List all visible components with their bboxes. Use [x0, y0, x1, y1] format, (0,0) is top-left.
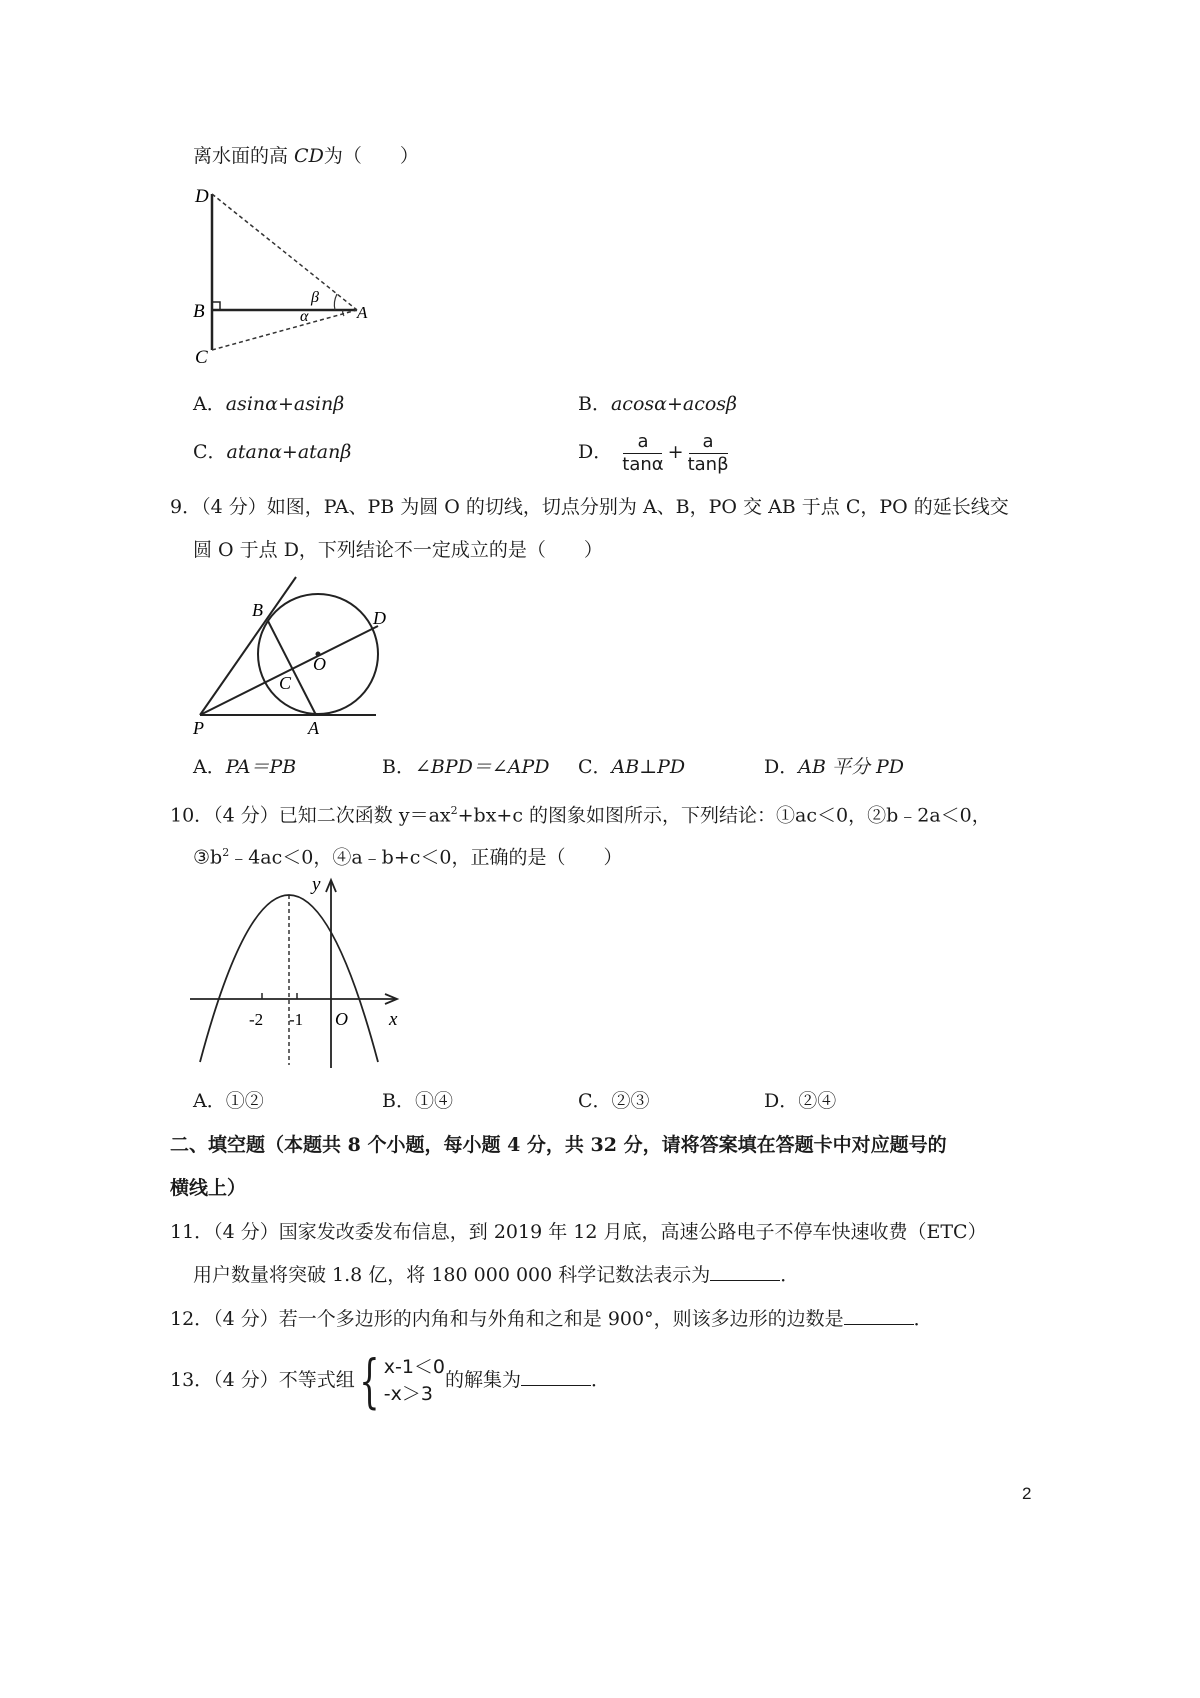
q8-option-d-num2: a: [689, 431, 728, 454]
q10-stem-line2: [193, 840, 623, 870]
q8-option-c-text: atanα+atanβ: [226, 441, 352, 463]
q9-figure: [190, 572, 390, 742]
q13-stem: [170, 1345, 610, 1415]
q8-da-dashed: [212, 194, 357, 310]
q8-option-d-den1: tanα: [622, 453, 664, 475]
q10-option-a[interactable]: [193, 1088, 264, 1114]
q9-option-d[interactable]: [764, 754, 904, 780]
q8-option-d-frac2: [684, 431, 733, 476]
q9-option-c-text: AB⊥PD: [611, 756, 686, 778]
q8-option-d-den2: tanβ: [687, 453, 729, 475]
q10-option-c-text: ②③: [611, 1090, 650, 1112]
q8-option-d-frac1: [618, 431, 667, 476]
q13-inequality-1: x-1＜0: [383, 1356, 445, 1378]
q10-option-c[interactable]: [578, 1088, 650, 1114]
q8-option-c[interactable]: [193, 439, 351, 465]
q10-label-o: O: [335, 1009, 348, 1029]
q10-option-a-label: A．: [193, 1090, 226, 1112]
q13-text-a: 13．（4 分）不等式组: [170, 1369, 355, 1391]
q13-text-c: ．: [591, 1369, 611, 1391]
q10-option-d-label: D．: [764, 1090, 799, 1112]
q12-stem: [170, 1306, 933, 1332]
q11-stem-line1: 11．（4 分）国家发改委发布信息，到 2019 年 12 月底，高速公路电子不停车快速收费（ETC）: [170, 1221, 987, 1243]
q9-option-b-label: B．: [382, 756, 415, 778]
q10-option-b-label: B．: [382, 1090, 415, 1112]
q8-ca-dashed: [212, 310, 357, 350]
q10-label-minus2: -2: [249, 1010, 264, 1029]
q12-answer-blank[interactable]: [844, 1308, 914, 1325]
q13-answer-blank[interactable]: [521, 1369, 591, 1386]
q8-option-c-label: C．: [193, 441, 227, 463]
q10-option-a-text: ①②: [225, 1090, 264, 1112]
q8-option-b[interactable]: [578, 391, 737, 417]
q9-label-d: D: [373, 608, 386, 628]
q8-label-a: A: [357, 303, 368, 322]
q8-stem-text-b: 为（ ）: [323, 145, 419, 167]
q9-option-c-label: C．: [578, 756, 612, 778]
q10-figure: [185, 870, 410, 1075]
q11-stem-line2: [193, 1262, 799, 1288]
q8-option-d-label: D．: [578, 441, 613, 463]
q8-label-d: D: [195, 186, 209, 207]
q10-stem-line1: [170, 798, 991, 828]
q9-option-a[interactable]: [193, 754, 296, 780]
q10-option-b[interactable]: [382, 1088, 453, 1114]
q9-label-a: A: [308, 718, 319, 738]
q9-option-a-text: PA＝PB: [225, 756, 297, 778]
q8-option-d-plus: +: [667, 441, 684, 463]
q9-line-pd: [200, 626, 378, 715]
q10-label-x: x: [389, 1009, 398, 1030]
q8-option-b-label: B．: [578, 393, 611, 415]
q8-label-b: B: [193, 301, 205, 322]
q10-line1-b: +bx+c 的图象如图所示，下列结论：①ac＜0，②b﹣2a＜0，: [457, 804, 991, 827]
section2-heading-line2: 横线上）: [170, 1177, 247, 1199]
q10-line2-a: ③b: [193, 846, 223, 869]
q8-option-a[interactable]: [193, 391, 344, 417]
q11-answer-blank[interactable]: [710, 1264, 780, 1281]
page-number: 2: [1022, 1484, 1032, 1503]
q9-label-c: C: [279, 673, 292, 693]
q10-line1-sup: 2: [450, 804, 458, 817]
q8-option-b-text: acosα+acosβ: [610, 393, 738, 415]
q13-inequality-2: -x＞3: [383, 1383, 433, 1405]
q9-option-b-text: ∠BPD＝∠APD: [414, 756, 550, 778]
q11-line2-a: 用户数量将突破 1.8 亿，将 180 000 000 科学记数法表示为: [193, 1264, 711, 1286]
q10-line1-a: 10．（4 分）已知二次函数 y＝ax: [170, 804, 451, 827]
q8-stem-text-a: 离水面的高: [193, 145, 295, 167]
q9-option-d-label: D．: [764, 756, 799, 778]
q8-label-c: C: [195, 347, 208, 368]
q12-text-a: 12．（4 分）若一个多边形的内角和与外角和之和是 900°，则该多边形的边数是: [170, 1308, 844, 1330]
q10-option-d[interactable]: [764, 1088, 836, 1114]
q12-text-b: ．: [913, 1308, 933, 1330]
q8-beta-arc: [334, 294, 337, 310]
q9-label-b: B: [252, 600, 263, 620]
q8-label-beta: β: [311, 289, 319, 306]
q10-option-d-text: ②④: [798, 1090, 837, 1112]
q9-option-b[interactable]: [382, 754, 550, 780]
q9-option-d-text: AB 平分 PD: [798, 756, 905, 778]
q10-option-b-text: ①④: [414, 1090, 453, 1112]
q13-inequality-system: [384, 1354, 445, 1408]
q9-label-p: P: [193, 718, 204, 738]
q10-label-y: y: [312, 874, 321, 895]
q10-option-c-label: C．: [578, 1090, 612, 1112]
q9-stem-line2: 圆 O 于点 D，下列结论不一定成立的是（ ）: [193, 539, 603, 561]
q9-chord-ab: [268, 621, 316, 715]
q8-stem-var: CD: [294, 145, 324, 167]
q8-stem-tail: [193, 143, 419, 169]
q10-line2-sup: 2: [222, 846, 230, 859]
q10-label-minus1: -1: [289, 1010, 304, 1029]
q11-line2-b: ．: [780, 1264, 800, 1286]
q8-figure: [185, 180, 385, 370]
q8-option-d-num1: a: [623, 431, 662, 454]
q8-option-a-text: asinα+asinβ: [225, 393, 345, 415]
q8-label-alpha: α: [300, 308, 309, 325]
q13-text-b: 的解集为: [445, 1369, 522, 1391]
q9-label-o: O: [313, 654, 326, 674]
q8-option-a-label: A．: [193, 393, 226, 415]
q13-left-brace-icon: {: [359, 1347, 380, 1415]
q9-option-c[interactable]: [578, 754, 685, 780]
q10-line2-b: ﹣4ac＜0，④a﹣b+c＜0，正确的是（ ）: [229, 846, 623, 869]
q9-stem-line1: 9．（4 分）如图，PA、PB 为圆 O 的切线，切点分别为 A、B，PO 交 AB 于点 C，PO 的延长线交: [170, 496, 1009, 518]
section2-heading-line1: 二、填空题（本题共 8 个小题，每小题 4 分，共 32 分，请将答案填在答题卡中对应题号的: [170, 1134, 947, 1156]
q9-option-a-label: A．: [193, 756, 226, 778]
q8-option-d[interactable]: [578, 428, 733, 476]
